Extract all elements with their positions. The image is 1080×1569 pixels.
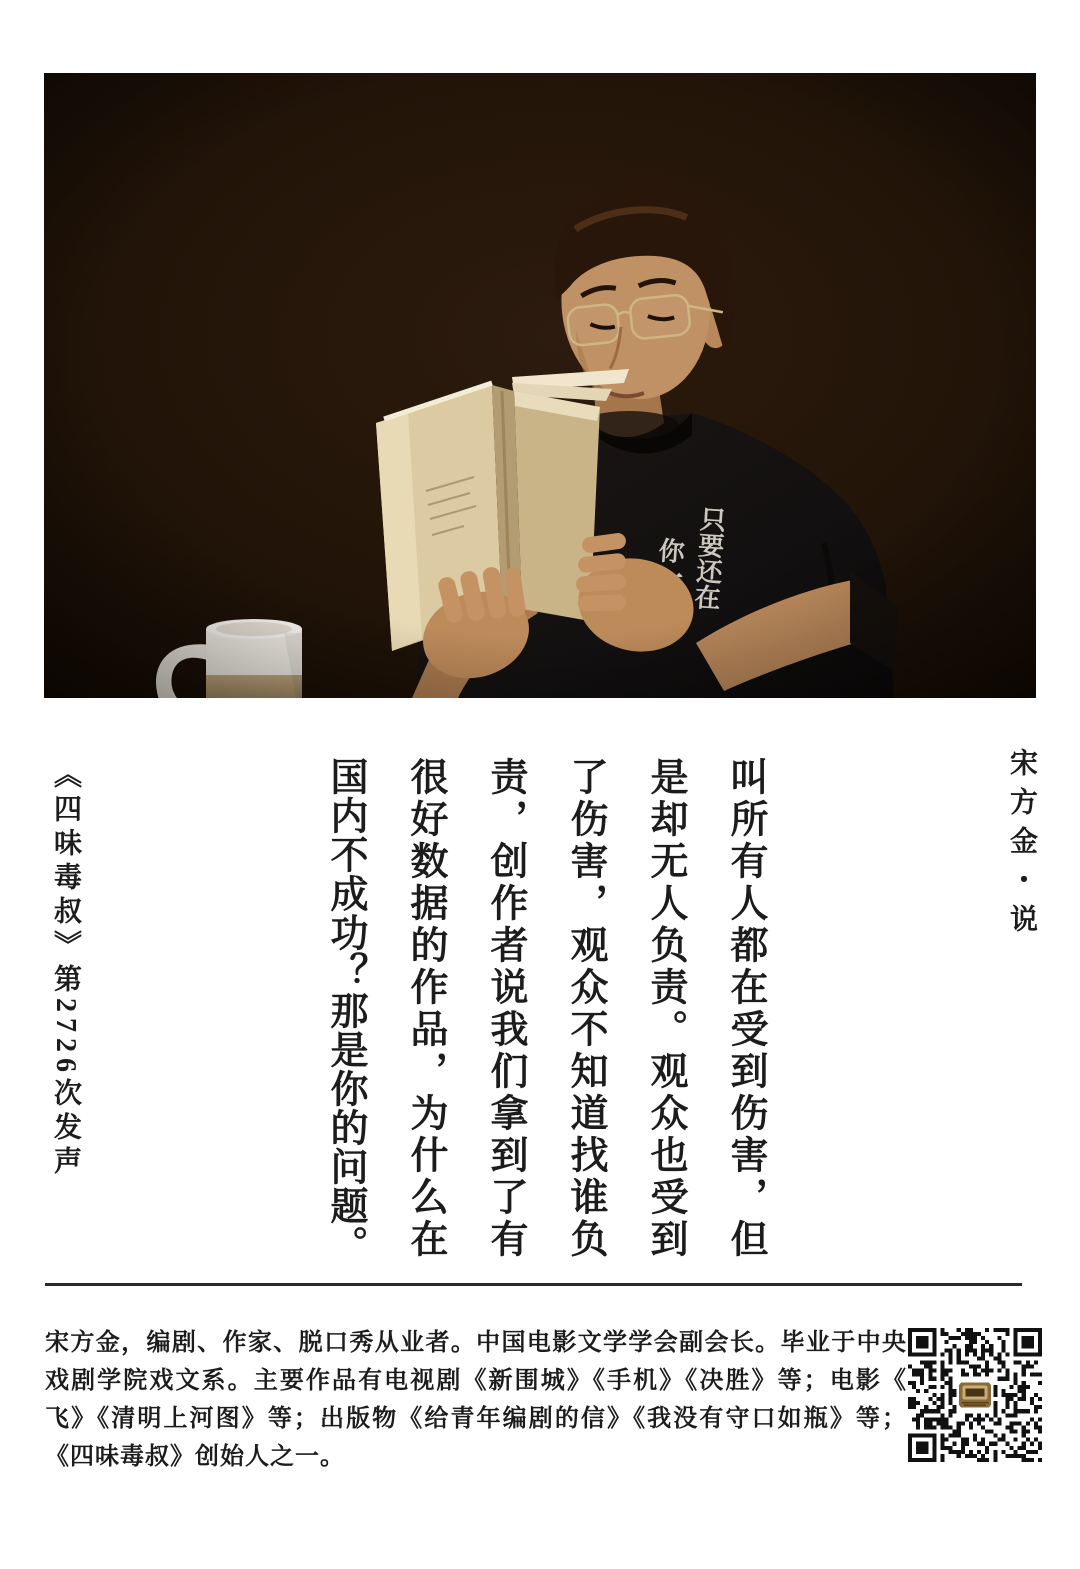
- reading-man-photo: [44, 73, 1036, 698]
- horizontal-divider: [45, 1283, 1022, 1286]
- quote-column-3: 了伤害，观众不知道找谁负: [564, 757, 606, 1261]
- qr-code-image: [908, 1328, 1042, 1462]
- qr-center-logo: [959, 1382, 991, 1407]
- bio-line-2: 戏剧学院戏文系。主要作品有电视剧《新围城》《手机》《决胜》等；电影《: [45, 1368, 907, 1394]
- bio-paragraph: [45, 1324, 907, 1476]
- quote-column-1: 叫所有人都在受到伤害，但: [724, 757, 766, 1261]
- bio-line-4: 《四味毒叔》创始人之一。: [45, 1444, 345, 1470]
- quote-column-2: 是却无人负责。观众也受到: [644, 757, 686, 1261]
- quote-column-5: 很好数据的作品，为什么在: [404, 757, 446, 1261]
- quote-text: [305, 757, 785, 1317]
- qr-code: [908, 1328, 1042, 1462]
- bio-line-3: 飞》《清明上河图》等；出版物《给青年编剧的信》《我没有守口如瓶》等；: [45, 1406, 907, 1432]
- vignette-overlay: [44, 73, 1036, 698]
- photo-illustration: [44, 73, 1036, 698]
- series-episode-label: 《四味毒叔》第2726次发声: [50, 760, 81, 1180]
- quote-column-4: 责，创作者说我们拿到了有: [484, 757, 526, 1261]
- speaker-name-label: 宋方金・说: [1006, 748, 1037, 943]
- bio-line-1: 宋方金，编剧、作家、脱口秀从业者。中国电影文学学会副会长。毕业于中央: [45, 1330, 907, 1356]
- quote-column-6: 国内不成功？那是你的问题。: [324, 757, 366, 1264]
